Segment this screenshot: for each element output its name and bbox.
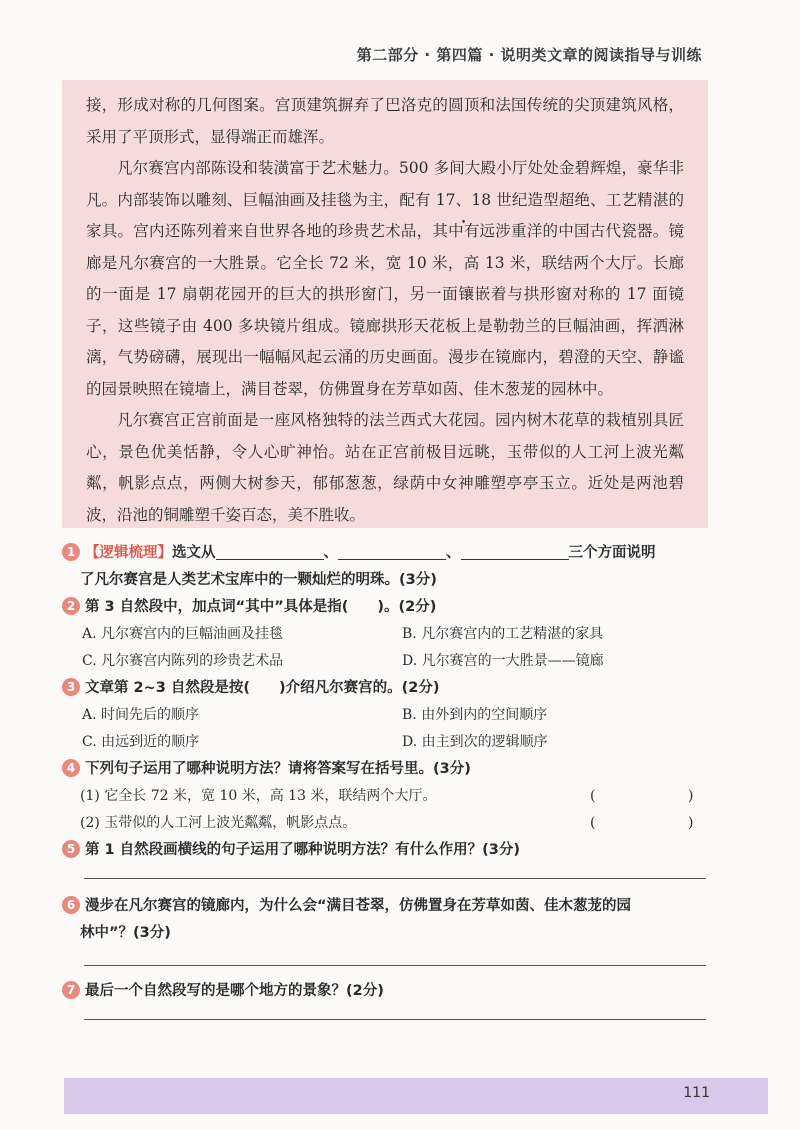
answer-blank-3[interactable] bbox=[461, 543, 569, 560]
answer-line[interactable] bbox=[84, 965, 706, 966]
question-text: 下列句子运用了哪种说明方法？请将答案写在括号里。(3分) bbox=[85, 761, 471, 777]
option-b[interactable]: B. 凡尔赛宫内的工艺精湛的家具 bbox=[402, 626, 604, 642]
passage-paragraph-1: 接，形成对称的几何图案。宫顶建筑摒弃了巴洛克的圆顶和法国传统的尖顶建筑风格，采用了平顶形式，显得端正而雄浑。 bbox=[86, 96, 684, 146]
answer-blank-1[interactable] bbox=[216, 543, 324, 560]
question-number-badge: 1 bbox=[62, 543, 80, 561]
option-c[interactable]: C. 由远到近的顺序 bbox=[82, 734, 200, 750]
question-text: 最后一个自然段写的是哪个地方的景象？(2分) bbox=[85, 983, 384, 999]
option-c[interactable]: C. 凡尔赛宫内陈列的珍贵艺术品 bbox=[82, 653, 284, 669]
question-6 bbox=[62, 893, 708, 966]
question-number-badge: 3 bbox=[62, 678, 80, 696]
sub-question-2 bbox=[62, 810, 708, 837]
question-list bbox=[62, 540, 708, 1020]
paragraph-2-part-b: 有远涉重洋的中国古代瓷器。镜廊是凡尔赛宫的一大胜景。它全长 72 米，宽 10 米，高 13 米，联结两个大厅。长廊的一面是 17 扇朝花园开的巨大的拱形窗门，另一面镶嵌着与拱形窗对称的 17 面镜子，这些镜子由 400 多块镜片组成。镜廊拱形天花板上是勒勃兰的巨幅油画，挥洒淋漓，气势磅礴，展现出一幅幅风起云涌的历史画面。漫步在镜廊内，碧澄的天空、静谧的园景映照在镜墙上，满目苍翠，仿佛置身在芳草如茵、佳木葱茏的园林中。 bbox=[86, 222, 684, 398]
answer-paren-open[interactable]: ( bbox=[590, 788, 596, 804]
question-text: 文章第 2~3 自然段是按( )介绍凡尔赛宫的。(2分) bbox=[85, 680, 440, 696]
question-7 bbox=[62, 978, 708, 1020]
option-d[interactable]: D. 凡尔赛宫的一大胜景——镜廊 bbox=[402, 653, 604, 669]
question-text: 三个方面说明 bbox=[568, 545, 656, 561]
dotted-word: 其中 bbox=[432, 222, 464, 240]
question-text: 选文从 bbox=[172, 545, 216, 561]
question-number-badge: 4 bbox=[62, 759, 80, 777]
paragraph-2-part-a: 凡尔赛宫内部陈设和装潢富于艺术魅力。500 多间大殿小厅处处金碧辉煌，豪华非凡。内部装饰以雕刻、巨幅油画及挂毯为主，配有 17、18 世纪造型超绝、工艺精湛的家具。宫内还陈列着来自世界各地的珍贵艺术品， bbox=[86, 159, 684, 240]
reading-passage bbox=[62, 80, 708, 528]
answer-paren-open[interactable]: ( bbox=[590, 815, 596, 831]
question-1 bbox=[62, 540, 708, 594]
question-number-badge: 5 bbox=[62, 840, 80, 858]
option-a[interactable]: A. 凡尔赛宫内的巨幅油画及挂毯 bbox=[82, 626, 284, 642]
section-title: 第二部分 · 第四篇 · 说明类文章的阅读指导与训练 bbox=[356, 46, 702, 64]
question-number-badge: 2 bbox=[62, 597, 80, 615]
answer-line[interactable] bbox=[84, 1019, 706, 1020]
answer-paren-close[interactable]: ) bbox=[688, 788, 694, 804]
separator: 、 bbox=[323, 545, 338, 561]
separator: 、 bbox=[446, 545, 461, 561]
question-tag: 【逻辑梳理】 bbox=[85, 545, 172, 561]
answer-blank-2[interactable] bbox=[338, 543, 446, 560]
sub-question-text: (1) 它全长 72 米，宽 10 米，高 13 米，联结两个大厅。 bbox=[80, 788, 437, 804]
passage-paragraph-3: 凡尔赛宫正宫前面是一座风格独特的法兰西式大花园。园内树木花草的栽植别具匠心，景色优美恬静，令人心旷神怡。站在正宫前极目远眺，玉带似的人工河上波光粼粼，帆影点点，两侧大树参天，郁郁葱葱，绿荫中女神雕塑亭亭玉立。近处是两池碧波，沿池的铜雕塑千姿百态，美不胜收。 bbox=[86, 411, 684, 524]
question-2 bbox=[62, 594, 708, 675]
option-a[interactable]: A. 时间先后的顺序 bbox=[82, 707, 200, 723]
passage-paragraph-2 bbox=[86, 153, 684, 405]
sub-question-text: (2) 玉带似的人工河上波光粼粼，帆影点点。 bbox=[80, 815, 357, 831]
question-text: 第 3 自然段中，加点词“其中”具体是指( )。(2分) bbox=[85, 599, 437, 615]
question-text-continued: 了凡尔赛宫是人类艺术宝库中的一颗灿烂的明珠。(3分) bbox=[80, 572, 437, 588]
question-number-badge: 7 bbox=[62, 981, 80, 999]
sub-question-1 bbox=[62, 783, 708, 810]
answer-paren-close[interactable]: ) bbox=[688, 815, 694, 831]
option-b[interactable]: B. 由外到内的空间顺序 bbox=[402, 707, 548, 723]
question-number-badge: 6 bbox=[62, 896, 80, 914]
question-3 bbox=[62, 675, 708, 756]
question-text: 漫步在凡尔赛宫的镜廊内，为什么会“满目苍翠，仿佛置身在芳草如茵、佳木葱茏的园 bbox=[85, 898, 632, 914]
page-number: 111 bbox=[683, 1085, 710, 1101]
answer-line[interactable] bbox=[84, 878, 706, 879]
option-d[interactable]: D. 由主到次的逻辑顺序 bbox=[402, 734, 548, 750]
question-5 bbox=[62, 837, 708, 879]
page-header bbox=[0, 0, 800, 80]
question-text-continued: 林中”？(3分) bbox=[80, 925, 171, 941]
question-text: 第 1 自然段画横线的句子运用了哪种说明方法？有什么作用？(3分) bbox=[85, 842, 521, 858]
footer-bar bbox=[64, 1078, 768, 1114]
question-4 bbox=[62, 756, 708, 837]
